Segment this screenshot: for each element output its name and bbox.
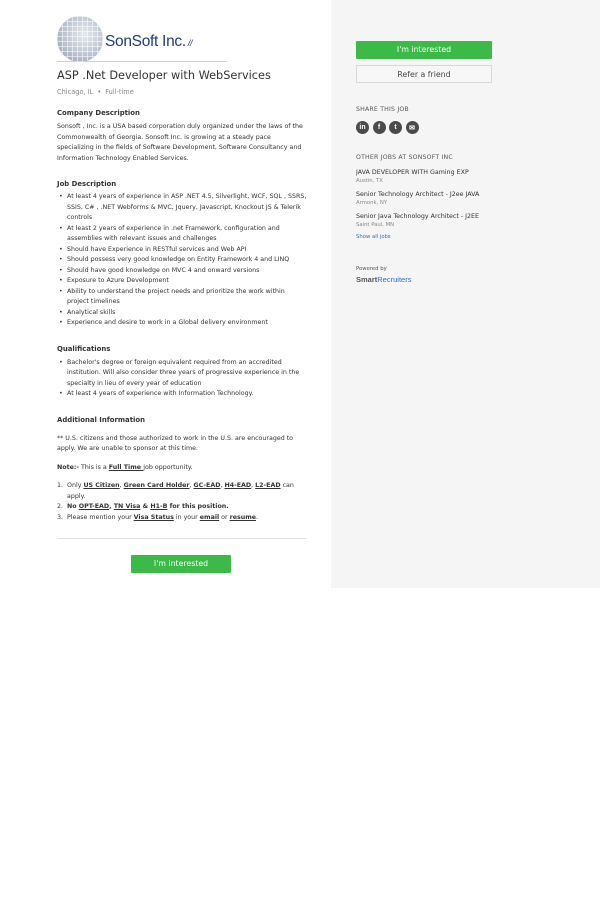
show-all-jobs-link[interactable]: Show all jobs [356, 234, 391, 240]
text: , [109, 503, 114, 510]
logo-text: SonSoft Inc. // [105, 33, 192, 51]
job-description-heading: Job Description [57, 180, 117, 188]
note-line [57, 463, 307, 474]
note-pre: This is a [79, 463, 109, 471]
share-heading: SHARE THIS JOB [356, 106, 409, 113]
email-icon[interactable]: ✉ [406, 121, 419, 134]
bottom-interested-button[interactable]: I'm interested [131, 555, 231, 573]
list-item: • Ability to understand the project needs and prioritize the work within project timelines [57, 287, 307, 308]
note-post: job opportunity. [143, 463, 193, 471]
list-item: • At least 4 years of experience with Information Technology. [57, 389, 307, 400]
additional-note: ** U.S. citizens and those authorized to work in the U.S. are encouraged to apply. We are unable to sponsor at this time. [57, 434, 294, 452]
other-job-title[interactable]: Senior Java Technology Architect - J2EE [356, 213, 479, 220]
tn-visa-link[interactable]: TN Visa [113, 503, 141, 510]
text: in your [173, 513, 200, 521]
company-description-heading: Company Description [57, 109, 140, 117]
job-title: ASP .Net Developer with WebServices [57, 69, 271, 82]
list-item: • At least 4 years of experience in ASP .NET 4.5, Silverlight, WCF, SQL , SSRS, SSIS, C# , .NET Webforms & MVC, Jquery, Javascript, Knockout JS & Telerik controls [57, 192, 307, 224]
company-description-section [57, 109, 307, 164]
full-time-link[interactable]: Full Time [108, 463, 144, 471]
company-logo [57, 14, 227, 62]
list-item: • Experience and desire to work in a Global delivery environment [57, 318, 307, 329]
gc-ead-link[interactable]: GC-EAD [193, 482, 221, 489]
twitter-icon[interactable]: t [389, 121, 402, 134]
powered-by-label: Powered by [356, 266, 387, 272]
text: Please mention your [67, 513, 134, 521]
h4-ead-link[interactable]: H4-EAD [224, 482, 252, 489]
text: , [251, 482, 256, 489]
job-content [57, 14, 307, 573]
list-item: • Analytical skills [57, 308, 307, 319]
list-item: • Should have Experience in RESTful services and Web API [57, 245, 307, 256]
opt-ead-link[interactable]: OPT-EAD [78, 503, 110, 510]
brand-part: Recruiters [377, 275, 412, 284]
linkedin-icon[interactable]: in [356, 121, 369, 134]
email-link[interactable]: email [199, 513, 220, 521]
brand-part: Smart [356, 275, 378, 284]
h1b-link[interactable]: H1-B [150, 503, 168, 510]
list-item [57, 502, 307, 513]
additional-information-section [57, 416, 307, 524]
list-number: 3. [57, 513, 64, 521]
list-item[interactable] [356, 190, 492, 207]
list-item[interactable] [356, 168, 492, 185]
text: , [119, 482, 124, 489]
text: , [189, 482, 194, 489]
facebook-icon[interactable]: f [373, 121, 386, 134]
refer-friend-button[interactable]: Refer a friend [356, 65, 492, 83]
other-job-location: Saint Paul, MN [356, 222, 395, 228]
meta-separator: • [97, 88, 102, 96]
bottom-action [57, 555, 307, 573]
list-item: • At least 2 years of experience in .net Framework, configuration and assemblies with relevant issues and challenges [57, 224, 307, 245]
text: , [220, 482, 225, 489]
text: for this position. [167, 503, 229, 510]
other-job-location: Armonk, NY [356, 200, 388, 206]
text: . [256, 513, 259, 521]
company-description-text: Sonsoft , Inc. is a USA based corporation duly organized under the laws of the Commonwealth of Georgia. Sonsoft Inc. is growing at a steady pace specializing in the fields of Software Development, Software Consultancy and Information Technology Enabled Services. [57, 123, 303, 162]
job-type: Full-time [105, 88, 134, 96]
list-number: 1. [57, 482, 64, 489]
list-item: • Should have good knowledge on MVC 4 and onward versions [57, 266, 307, 277]
text: No [67, 503, 79, 510]
divider [57, 538, 307, 539]
other-job-title[interactable]: Senior Technology Architect - J2ee JAVA [356, 191, 480, 198]
job-description-section [57, 180, 307, 329]
other-jobs-heading: OTHER JOBS AT SONSOFT INC [356, 154, 453, 161]
qualifications-heading: Qualifications [57, 344, 111, 353]
qualifications-list [57, 358, 307, 400]
other-job-location: Austin, TX [356, 178, 383, 184]
list-item: • Should possess very good knowledge on Entity Framework 4 and LINQ [57, 255, 307, 266]
list-number: 2. [57, 503, 64, 510]
eligibility-list [57, 481, 307, 523]
job-meta [57, 88, 307, 97]
list-item: • Bachelor's degree or foreign equivalent required from an accredited institution. Will also consider three years of progressive experience in the specialty in lieu of every year of education [57, 358, 307, 390]
resume-link[interactable]: resume [229, 513, 257, 521]
list-item [57, 481, 307, 502]
qualifications-section [57, 345, 307, 400]
globe-icon [57, 16, 103, 62]
text: or [219, 513, 230, 521]
job-description-list [57, 192, 307, 329]
text: & [140, 503, 151, 510]
note-label: Note:- [57, 463, 80, 471]
green-card-link[interactable]: Green Card Holder [123, 482, 190, 489]
share-icons [356, 121, 492, 134]
text: can apply. [67, 482, 294, 500]
other-job-title[interactable]: JAVA DEVELOPER WITH Gaming EXP [356, 169, 469, 176]
l2-ead-link[interactable]: L2-EAD [255, 482, 281, 489]
smartrecruiters-logo[interactable] [356, 275, 492, 285]
list-item [57, 513, 307, 524]
job-location: Chicago, IL [57, 88, 94, 96]
visa-status-link[interactable]: Visa Status [133, 513, 174, 521]
list-item: • Exposure to Azure Development [57, 276, 307, 287]
us-citizen-link[interactable]: US Citizen [83, 482, 120, 489]
additional-information-heading: Additional Information [57, 415, 145, 424]
interested-button[interactable]: I'm interested [356, 41, 492, 59]
list-item[interactable] [356, 212, 492, 229]
sidebar [356, 41, 492, 285]
text: Only [67, 482, 84, 489]
